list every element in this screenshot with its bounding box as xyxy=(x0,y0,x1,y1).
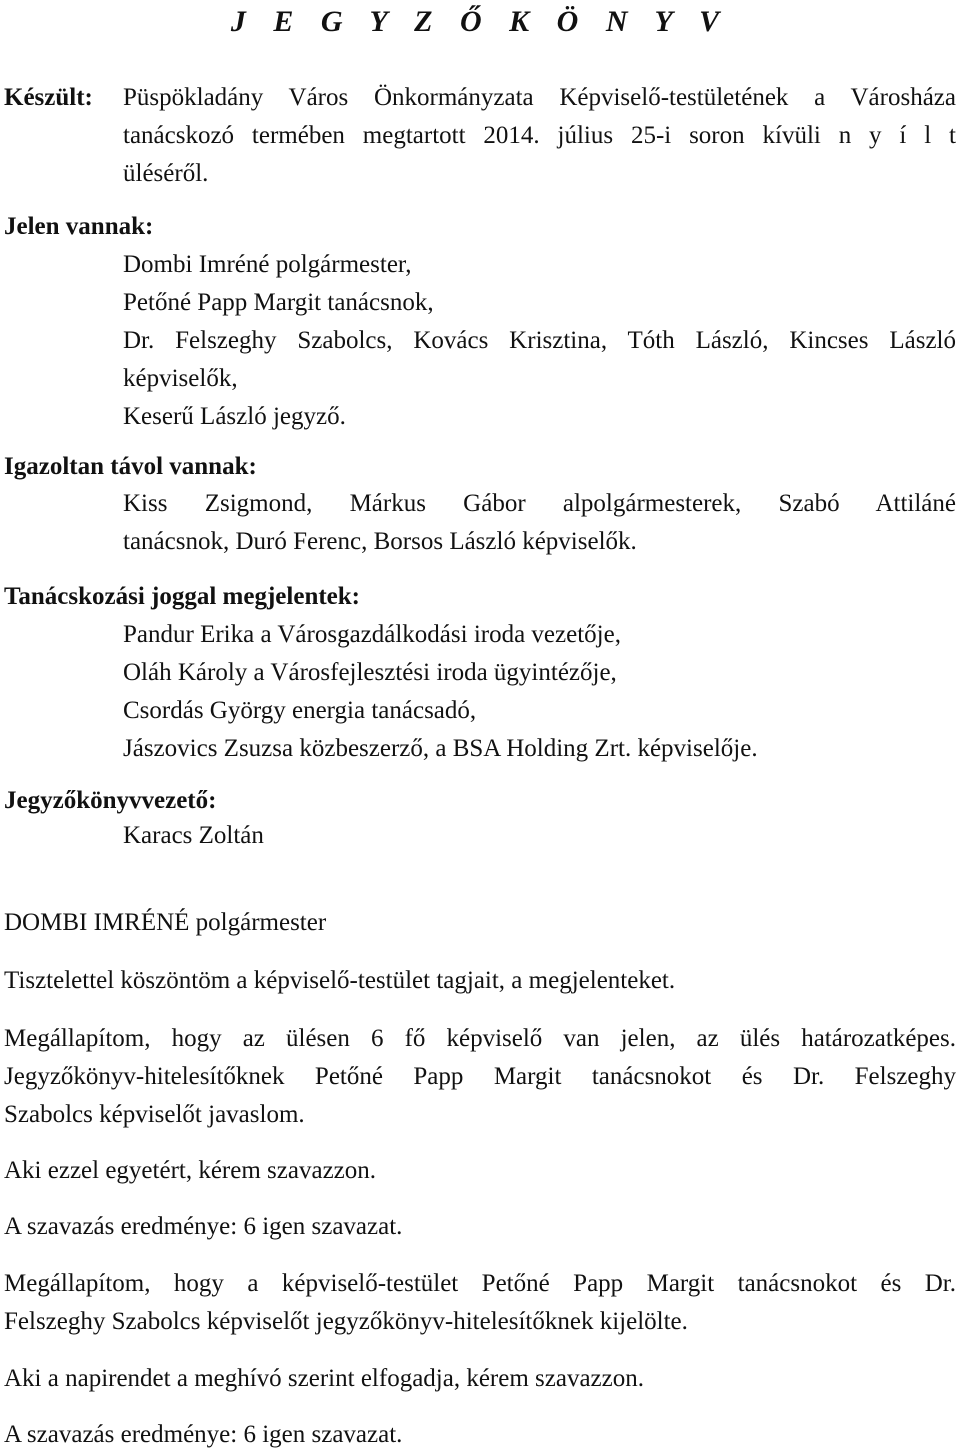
tanacskozasi-line-4: Jászovics Zsuzsa közbeszerző, a BSA Holding Zrt. képviselője. xyxy=(123,735,758,762)
tanacskozasi-list xyxy=(123,616,956,768)
tanacskozasi-label: Tanácskozási joggal megjelentek: xyxy=(4,583,360,610)
paragraph-vote-request-2: Aki a napirendet a meghívó szerint elfogadja, kérem szavazzon. xyxy=(4,1365,645,1392)
jegyzokonyvvezeto-label: Jegyzőkönyvvezető: xyxy=(4,787,217,814)
document-title: J E G Y Z Ő K Ö N Y V xyxy=(230,5,730,38)
speaker-heading: DOMBI IMRÉNÉ polgármester xyxy=(4,909,327,936)
paragraph-quorum-line-3: Szabolcs képviselőt javaslom. xyxy=(4,1101,305,1128)
paragraph-vote-request-1: Aki ezzel egyetért, kérem szavazzon. xyxy=(4,1157,377,1184)
tavol-list xyxy=(123,485,956,561)
paragraph-authenticators-line-2: Felszeghy Szabolcs képviselőt jegyzőkönyv-hitelesítőknek kijelölte. xyxy=(4,1308,688,1335)
paragraph-quorum xyxy=(4,1020,956,1134)
jelen-line-1: Dombi Imréné polgármester, xyxy=(123,251,412,278)
paragraph-quorum-line-2: Jegyzőkönyv-hitelesítőknek Petőné Papp Margit tanácsnokot és Dr. Felszeghy xyxy=(4,1063,956,1090)
keszult-text xyxy=(123,79,956,193)
tanacskozasi-line-3: Csordás György energia tanácsadó, xyxy=(123,697,477,724)
jelen-label: Jelen vannak: xyxy=(4,213,154,240)
paragraph-authenticators xyxy=(4,1265,956,1341)
jegyzokonyvvezeto-name: Karacs Zoltán xyxy=(123,822,264,849)
tanacskozasi-line-2: Oláh Károly a Városfejlesztési iroda ügyintézője, xyxy=(123,659,617,686)
keszult-line-1: Püspökladány Város Önkormányzata Képviselő-testületének a Városháza xyxy=(123,84,956,111)
keszult-line-2: tanácskozó termében megtartott 2014. július 25-i soron kívüli n y í l t xyxy=(123,122,956,149)
keszult-label: Készült: xyxy=(4,84,93,111)
jelen-line-2: Petőné Papp Margit tanácsnok, xyxy=(123,289,434,316)
tavol-line-2: tanácsnok, Duró Ferenc, Borsos László képviselők. xyxy=(123,528,637,555)
jelen-line-4: képviselők, xyxy=(123,365,238,392)
jelen-list xyxy=(123,246,956,436)
paragraph-quorum-line-1: Megállapítom, hogy az ülésen 6 fő képviselő van jelen, az ülés határozatképes. xyxy=(4,1025,956,1052)
tavol-label: Igazoltan távol vannak: xyxy=(4,453,257,480)
tavol-line-1: Kiss Zsigmond, Márkus Gábor alpolgármesterek, Szabó Attiláné xyxy=(123,490,956,517)
tanacskozasi-line-1: Pandur Erika a Városgazdálkodási iroda vezetője, xyxy=(123,621,621,648)
paragraph-vote-result-1: A szavazás eredménye: 6 igen szavazat. xyxy=(4,1213,403,1240)
keszult-line-3: üléséről. xyxy=(123,160,209,187)
paragraph-vote-result-2: A szavazás eredménye: 6 igen szavazat. xyxy=(4,1421,403,1448)
jelen-line-5: Keserű László jegyző. xyxy=(123,403,346,430)
paragraph-greeting: Tisztelettel köszöntöm a képviselő-testület tagjait, a megjelenteket. xyxy=(4,967,676,994)
jelen-line-3: Dr. Felszeghy Szabolcs, Kovács Krisztina, Tóth László, Kincses László xyxy=(123,327,956,354)
paragraph-authenticators-line-1: Megállapítom, hogy a képviselő-testület Petőné Papp Margit tanácsnokot és Dr. xyxy=(4,1270,956,1297)
